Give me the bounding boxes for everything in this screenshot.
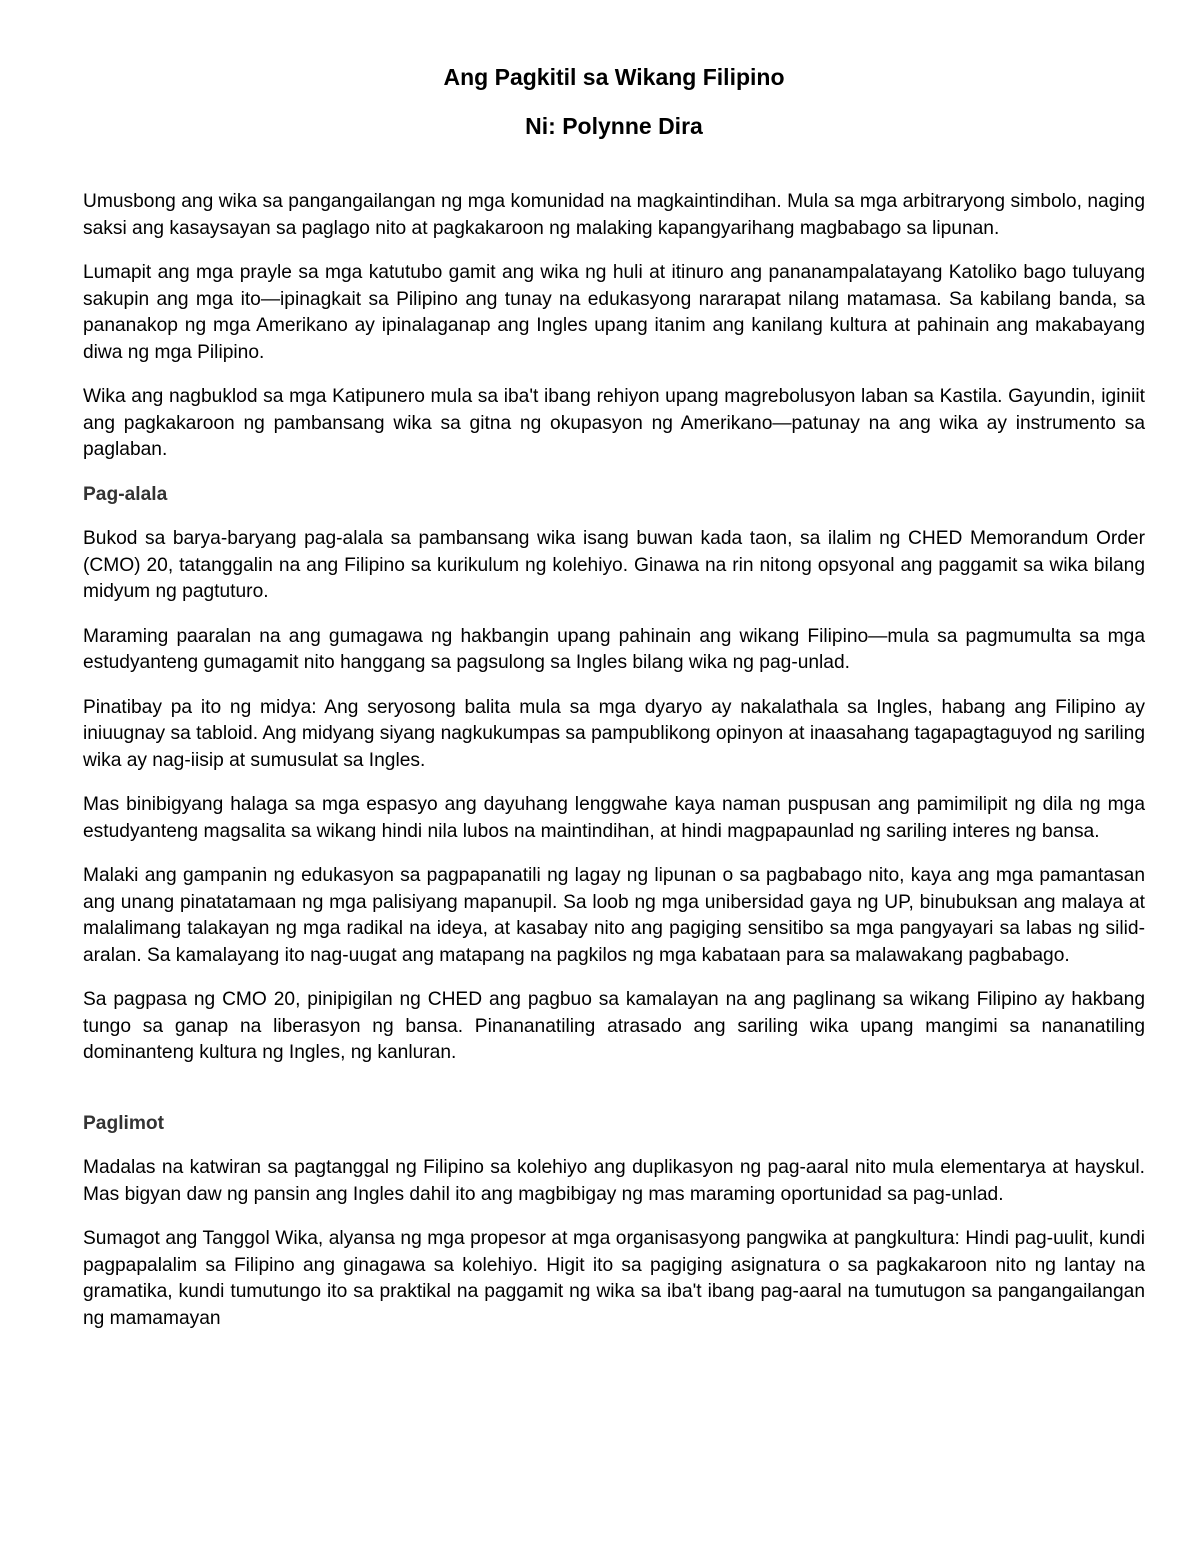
document-author: Ni: Polynne Dira <box>525 113 703 139</box>
section-heading-pag-alala: Pag-alala <box>83 483 168 505</box>
section-paragraph: Maraming paaralan na ang gumagawa ng hakbangin upang pahinain ang wikang Filipino—mula sa pagmumulta sa mga estudyanteng gumagamit nito hanggang sa pagsulong sa Ingles bilang wika ng pag-unlad. <box>83 625 1145 673</box>
intro-paragraph: Lumapit ang mga prayle sa mga katutubo gamit ang wika ng huli at itinuro ang pananampalatayang Katoliko bago tuluyang sakupin ang mga ito—ipinagkait sa Pilipino ang tunay na edukasyong nararapat nilang matamasa. Sa kabilang banda, sa pananakop ng mga Amerikano ay ipinalaganap ang Ingles upang itanim ang kanilang kultura at pahinain ang makabayang diwa ng mga Pilipino. <box>83 262 1145 363</box>
section-paragraph: Sumagot ang Tanggol Wika, alyansa ng mga propesor at mga organisasyong pangwika at pangkultura: Hindi pag-uulit, kundi pagpapalalim sa Filipino ang ginagawa sa kolehiyo. Higit ito sa pagiging asignatura o sa pagkakaroon nito ng lantay na gramatika, kundi tumutungo ito sa praktikal na paggamit ng wika sa iba't ibang pag-aaral na tumutugon sa pangangailangan ng mamamayan <box>83 1228 1145 1329</box>
document-page <box>83 62 1145 1350</box>
section-paragraph: Mas binibigyang halaga sa mga espasyo ang dayuhang lenggwahe kaya naman puspusan ang pamimilipit ng dila ng mga estudyanteng magsalita sa wikang hindi nila lubos na maintindihan, at hindi magpapaunlad ng sariling interes ng bansa. <box>83 794 1145 842</box>
section-paragraph: Bukod sa barya-baryang pag-alala sa pambansang wika isang buwan kada taon, sa ilalim ng CHED Memorandum Order (CMO) 20, tatanggalin na ang Filipino sa kurikulum ng kolehiyo. Ginawa na rin nitong opsyonal ang paggamit sa wika bilang midyum ng pagtuturo. <box>83 528 1145 602</box>
section-paragraph: Malaki ang gampanin ng edukasyon sa pagpapanatili ng lagay ng lipunan o sa pagbabago nito, kaya ang mga pamantasan ang unang pinatatamaan ng mga palisiyang mapanupil. Sa loob ng mga unibersidad gaya ng UP, binubuksan ang malaya at malalimang talakayan ng mga radikal na ideya, at kasabay nito ang pagiging sensitibo sa mga pangyayari sa labas ng silid-aralan. Sa kamalayang ito nag-uugat ang matapang na pagkilos ng mga kabataan para sa malawakang pagbabago. <box>83 865 1145 966</box>
intro-paragraph: Wika ang nagbuklod sa mga Katipunero mula sa iba't ibang rehiyon upang magrebolusyon laban sa Kastila. Gayundin, iginiit ang pagkakaroon ng pambansang wika sa gitna ng okupasyon ng Amerikano—patunay na ang wika ay instrumento sa paglaban. <box>83 386 1145 460</box>
section-paragraph: Pinatibay pa ito ng midya: Ang seryosong balita mula sa mga dyaryo ay nakalathala sa Ingles, habang ang Filipino ay iniuugnay sa tabloid. Ang midyang siyang nagkukumpas sa pampublikong opinyon at inaasahang tagapagtaguyod ng sariling wika ay nag-iisip at sumusulat sa Ingles. <box>83 696 1145 771</box>
document-title: Ang Pagkitil sa Wikang Filipino <box>443 64 785 90</box>
intro-paragraph: Umusbong ang wika sa pangangailangan ng mga komunidad na magkaintindihan. Mula sa mga arbitraryong simbolo, naging saksi ang kasaysayan sa paglago nito at pagkakaroon ng malaking kapangyarihang magbabago sa lipunan. <box>83 191 1145 239</box>
section-paragraph: Madalas na katwiran sa pagtanggal ng Filipino sa kolehiyo ang duplikasyon ng pag-aaral nito mula elementarya at hayskul. Mas bigyan daw ng pansin ang Ingles dahil ito ang magbibigay ng mas maraming oportunidad sa pag-unlad. <box>83 1157 1145 1205</box>
section-heading-paglimot: Paglimot <box>83 1112 165 1134</box>
section-paragraph: Sa pagpasa ng CMO 20, pinipigilan ng CHED ang pagbuo sa kamalayan na ang paglinang sa wikang Filipino ay hakbang tungo sa ganap na liberasyon ng bansa. Pinananatiling atrasado ang sariling wika upang mangimi sa nananatiling dominanteng kultura ng Ingles, ng kanluran. <box>83 989 1145 1063</box>
